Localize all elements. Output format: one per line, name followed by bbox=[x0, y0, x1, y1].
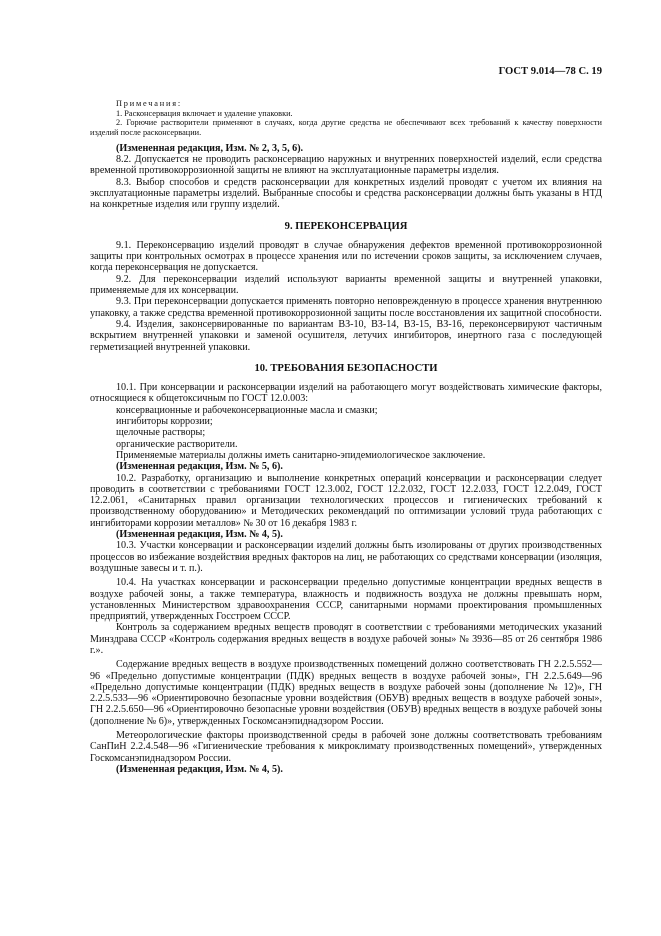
note-1: 1. Расконсервация включает и удаление упаковки. bbox=[116, 108, 293, 118]
paragraph-10-2: 10.2. Разработку, организацию и выполнение конкретных операций консервации и расконсервации следует проводить в соответствии с требованиями ГОСТ 12.3.002, ГОСТ 12.2.032, ГОСТ 12.2.033, ГОСТ 12.2.049, ГОСТ 12.2.061, «Санитарных правил организации технологических процессов и гигиенических требований к производственному оборудованию» и Методических рекомендаций по оптимизации условий труда работающих с ингибиторами коррозии металлов» № 30 от 16 декабря 1983 г. bbox=[90, 472, 602, 529]
sanitary-conclusion: Применяемые материалы должны иметь санитарно-эпидемиологическое заключение. bbox=[116, 449, 486, 461]
paragraph-8-2: 8.2. Допускается не проводить расконсервацию наружных и внутренних поверхностей изделий, если средства временной противокоррозионной защиты не влияют на эксплуатационные параметры изделия. bbox=[90, 154, 602, 177]
content-paragraph: Содержание вредных веществ в воздухе производственных помещений должно соответствовать ГН 2.2.5.552—96 «Предельно допустимые концентрации (ПДК) вредных веществ в воздухе рабочей зоны», ГН 2.2.5.649—96 «Предельно допустимые концентрации (ПДК) вредных веществ в воздухе рабочей зоны (дополнение № 12)», ГН 2.2.5.533—96 «Ориентировочно безопасные уровни воздействия (ОБУВ) вредных веществ в воздухе рабочей зоны», ГН 2.2.5.650—96 «Ориентировочно безопасные уровни воздействия (ОБУВ) вредных веществ в воздухе рабочей зоны (дополнение № 6)», утвержденных Госкомсанэпиднадзором России. bbox=[90, 659, 602, 727]
paragraph-9-3: 9.3. При переконсервации допускается применять повторно неповрежденную в процессе хранения внутреннюю упаковку, а также средства временной противокоррозионной защиты после восстановления их защитной способности. bbox=[90, 296, 602, 319]
list-item: ингибиторы коррозии; bbox=[116, 416, 213, 428]
page-body bbox=[90, 99, 602, 775]
list-item: щелочные растворы; bbox=[116, 427, 206, 439]
list-item: органические растворители. bbox=[116, 438, 238, 450]
notes-heading: Примечания: bbox=[116, 99, 182, 108]
list-item: консервационные и рабочеконсервационные масла и смазки; bbox=[116, 404, 378, 416]
paragraph-10-3: 10.3. Участки консервации и расконсервации изделий должны быть изолированы от других производственных процессов во избежание воздействия вредных факторов на лиц, не работающих со средствами консервации (изоляция, воздушные завесы и т. п.). bbox=[90, 540, 602, 574]
running-header: ГОСТ 9.014—78 С. 19 bbox=[498, 66, 602, 77]
paragraph-10-1: 10.1. При консервации и расконсервации изделий на работающего могут воздействовать химические факторы, относящиеся к общетоксичным по ГОСТ 12.0.003: bbox=[90, 382, 602, 405]
amendment-note: (Измененная редакция, Изм. № 5, 6). bbox=[116, 461, 283, 473]
paragraph-9-2: 9.2. Для переконсервации изделий используют варианты временной защиты и внутренней упаковки, применяемые для их консервации. bbox=[90, 273, 602, 297]
paragraph-10-4: 10.4. На участках консервации и расконсервации предельно допустимые концентрации вредных веществ в воздухе рабочей зоны, а также температура, влажность и подвижность воздуха не должны превышать норм, установленных Министерством здравоохранения СССР, санитарными нормами проектирования промышленных предприятий, утвержденных Госстроем СССР. bbox=[90, 577, 602, 623]
section-9-title: 9. ПЕРЕКОНСЕРВАЦИЯ bbox=[284, 220, 408, 232]
meteo-paragraph: Метеорологические факторы производственной среды в рабочей зоне должны соответствовать требованиям СанПиН 2.2.4.548—96 «Гигиенические требования к микроклимату производственных помещений», утвержденных Госкомсанэпиднадзором России. bbox=[90, 730, 602, 764]
paragraph-9-4: 9.4. Изделия, законсервированные по вариантам ВЗ-10, ВЗ-14, ВЗ-15, ВЗ-16, переконсервируют частичным вскрытием внутренней упаковки и заменой осушителя, летучих ингибиторов, инертного газа с последующей герметизацией внутренней упаковки. bbox=[90, 318, 602, 353]
section-10-title: 10. ТРЕБОВАНИЯ БЕЗОПАСНОСТИ bbox=[254, 362, 438, 374]
amendment-note: (Измененная редакция, Изм. № 4, 5). bbox=[116, 763, 283, 775]
paragraph-8-3: 8.3. Выбор способов и средств расконсервации для конкретных изделий проводят с учетом их влияния на эксплуатационные параметры изделий. Выбранные способы и средства расконсервации должны быть указаны в НТД на конкретные изделия или группу изделий. bbox=[90, 176, 602, 211]
amendment-note: (Измененная редакция, Изм. № 4, 5). bbox=[116, 529, 283, 541]
control-paragraph: Контроль за содержанием вредных веществ проводят в соответствии с требованиями методических указаний Минздрава СССР «Контроль содержания вредных веществ в воздухе рабочей зоны» № 3936—85 от 26 сентября 1986 г.». bbox=[90, 622, 602, 656]
note-2: 2. Горючие растворители применяют в случаях, когда другие средства не обеспечивают всех требований к качеству поверхности изделий после расконсервации. bbox=[90, 118, 602, 138]
amendment-note: (Измененная редакция, Изм. № 2, 3, 5, 6). bbox=[116, 142, 304, 154]
paragraph-9-1: 9.1. Переконсервацию изделий проводят в случае обнаружения дефектов временной противокоррозионной защиты при контрольных осмотрах в процессе хранения или по истечении сроков защиты, за исключением случаев, когда переконсервация не допускается. bbox=[90, 239, 602, 274]
